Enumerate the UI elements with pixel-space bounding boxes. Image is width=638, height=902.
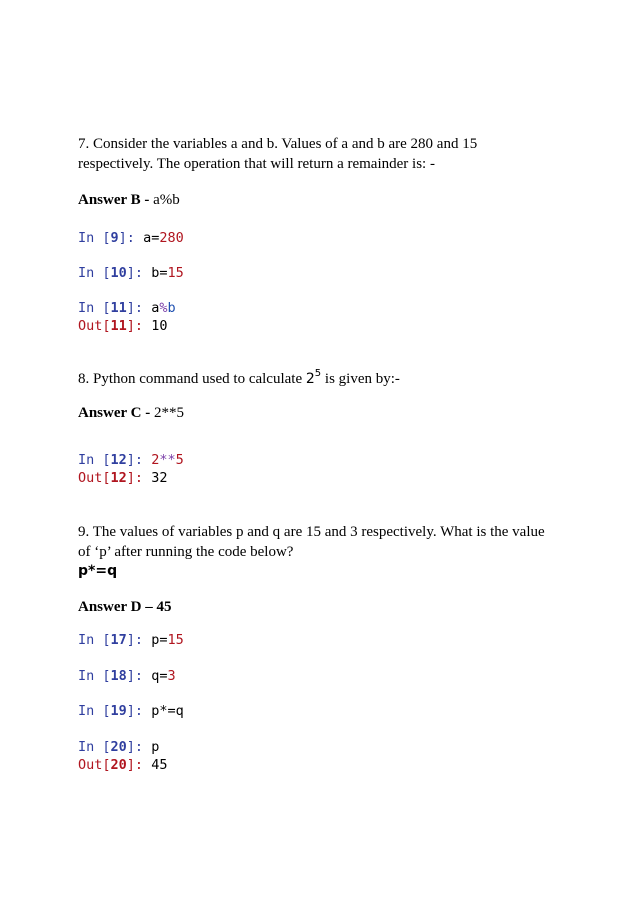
in-prompt: In [17]: — [78, 632, 144, 648]
question-9-code: p*=q — [78, 563, 118, 579]
answer-7-label: Answer B - — [78, 192, 150, 208]
code-cell-20: In [20]: p Out[20]: 45 — [78, 739, 168, 773]
output-value: 32 — [151, 470, 168, 486]
answer-9: Answer D – 45 — [78, 599, 172, 615]
out-prompt: Out[11]: — [78, 318, 144, 334]
question-8: 8. Python command used to calculate $2^5$ is given by:- — [78, 368, 400, 387]
question-9-line-2: of ‘p’ after running the code below? — [78, 544, 294, 560]
question-7-line-1: 7. Consider the variables a and b. Values of a and b are 280 and 15 — [78, 136, 478, 152]
in-prompt: In [11]: — [78, 300, 144, 316]
code-cell-11: In [11]: a%b Out[11]: 10 — [78, 300, 176, 334]
out-prompt: Out[20]: — [78, 757, 144, 773]
code-cell-19: In [19]: p*=q — [78, 703, 184, 719]
exponent-base: 2 — [305, 371, 315, 387]
code-cell-18: In [18]: q=3 — [78, 668, 176, 684]
in-prompt: In [9]: — [78, 230, 135, 246]
question-7 — [78, 134, 578, 174]
output-value: 10 — [151, 318, 168, 334]
question-9-line-1: 9. The values of variables p and q are 15 and 3 respectively. What is the value — [78, 524, 545, 540]
answer-8-label: Answer C - — [78, 405, 151, 421]
answer-8-value: 2**5 — [150, 405, 184, 421]
in-prompt: In [19]: — [78, 703, 144, 719]
output-value: 45 — [151, 757, 168, 773]
code-cell-9: In [9]: a=280 — [78, 230, 184, 246]
in-prompt: In [10]: — [78, 265, 144, 281]
in-prompt: In [18]: — [78, 668, 144, 684]
answer-7-value: a%b — [149, 192, 180, 208]
code-cell-10: In [10]: b=15 — [78, 265, 184, 281]
answer-7 — [78, 190, 578, 210]
exponent: 5 — [314, 368, 322, 379]
code-cell-17: In [17]: p=15 — [78, 632, 184, 648]
out-prompt: Out[12]: — [78, 470, 144, 486]
in-prompt: In [12]: — [78, 452, 144, 468]
answer-8 — [78, 403, 578, 423]
question-7-line-2: respectively. The operation that will return a remainder is: - — [78, 156, 435, 172]
question-9 — [78, 522, 578, 562]
in-prompt: In [20]: — [78, 739, 144, 755]
code-cell-12: In [12]: 2**5 Out[12]: 32 — [78, 452, 184, 486]
